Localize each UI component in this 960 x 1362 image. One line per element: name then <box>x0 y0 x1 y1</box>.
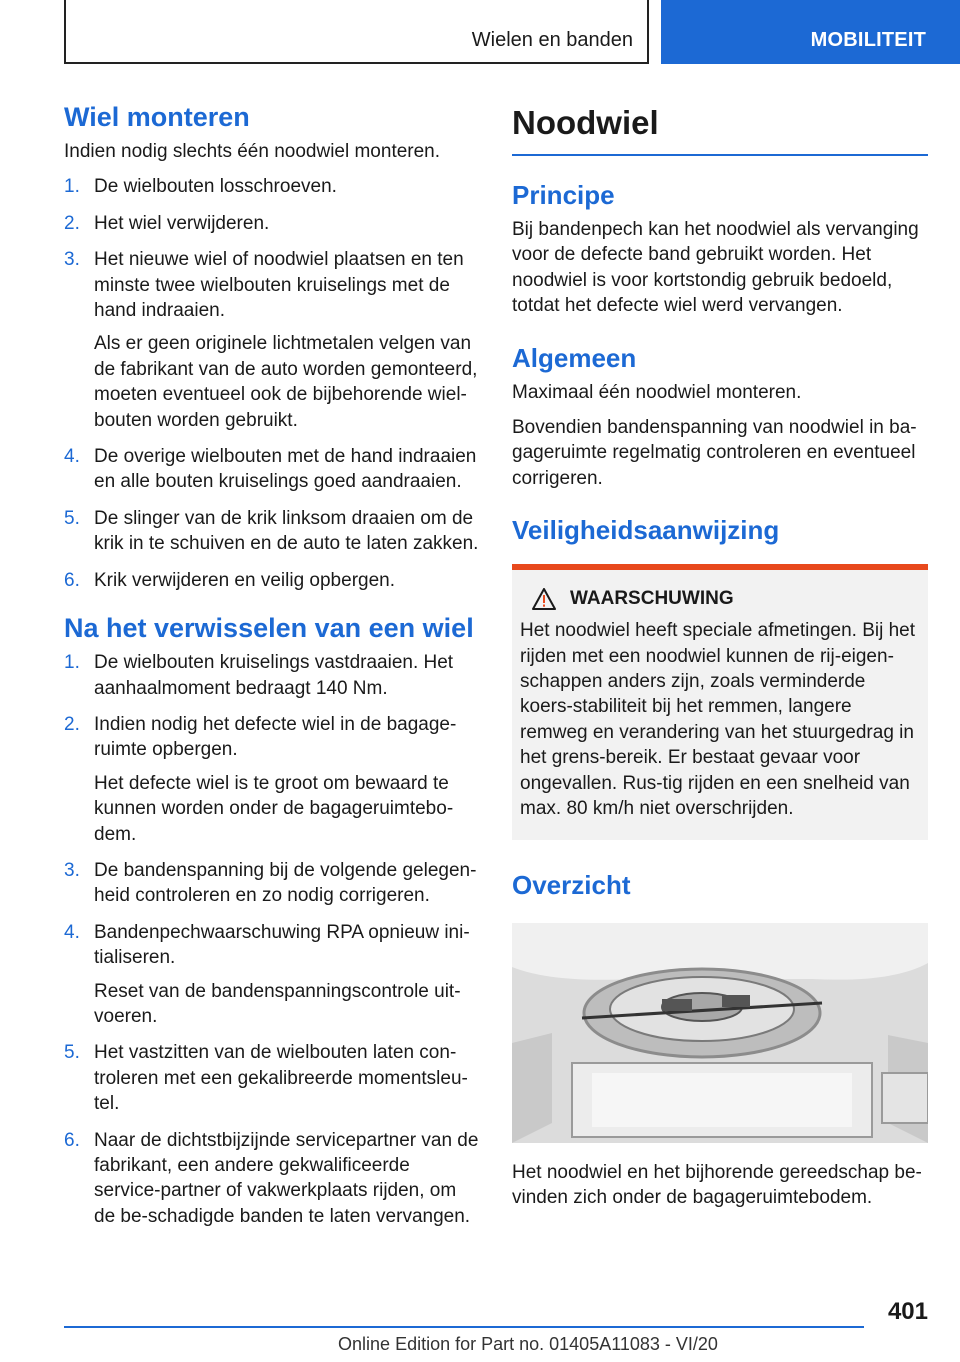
step-text: Naar de dichtstbijzijnde servicepartner van de fabrikant, een andere gekwalificeerde service-partner of vakwerkplaats rijden, om de be-schadigde banden te laten vervangen. <box>94 1129 479 1227</box>
step-text: Het wiel verwijderen. <box>94 212 270 234</box>
image-caption: Het noodwiel en het bijhorende gereedschap be-vinden zich onder de bagageruimtebodem. <box>512 1161 922 1208</box>
step-number: 3. <box>64 249 80 271</box>
step-text: Het nieuwe wiel of noodwiel plaatsen en ten minste twee wielbouten kruiselings met de hand indraaien. <box>94 249 464 322</box>
step-number: 4. <box>64 446 80 468</box>
warning-header <box>520 588 920 610</box>
steps-list-mount <box>64 174 480 593</box>
step-number: 1. <box>64 176 80 198</box>
chapter-title: MOBILITEIT <box>810 29 926 51</box>
left-column <box>64 100 480 1240</box>
step-number: 1. <box>64 652 80 674</box>
heading-wiel-monteren: Wiel monteren <box>64 102 250 132</box>
step-text: De bandenspanning bij de volgende gelegen-heid controleren en zo nodig corrigeren. <box>94 859 477 907</box>
header-section-box <box>64 0 649 64</box>
warning-text: Het noodwiel heeft speciale afmetingen. Bij het rijden met een noodwiel kunnen de rij-eigen-schappen anders zijn, zoals verminderde koers-stabiliteit bij het remmen, langere remweg en verandering van het stuurgedrag in het grens-bereik. Er bestaat gevaar voor ongevallen. Rus-tig rijden en een snelheid van max. 80 km/h niet overschrijden. <box>520 620 916 820</box>
warning-title: WAARSCHUWING <box>570 588 734 610</box>
list-item <box>64 920 480 1030</box>
list-item <box>64 712 480 847</box>
step-note: Het defecte wiel is te groot om bewaard te kunnen worden onder de bagageruimtebo-dem. <box>94 772 454 845</box>
footer-edition: Online Edition for Part no. 01405A11083 - VI/20 <box>338 1334 718 1354</box>
step-text: Bandenpechwaarschuwing RPA opnieuw ini-tialiseren. <box>94 921 470 969</box>
step-text: Het vastzitten van de wielbouten laten con-troleren met een gekalibreerde momentsleu-tel. <box>94 1042 468 1115</box>
step-text: Indien nodig het defecte wiel in de bagage-ruimte opbergen. <box>94 713 457 761</box>
step-number: 2. <box>64 713 80 735</box>
step-text: De overige wielbouten met de hand indraaien en alle bouten kruiselings goed aandraaien. <box>94 446 477 493</box>
step-text: De wielbouten losschroeven. <box>94 176 337 198</box>
step-note: Als er geen originele lichtmetalen velgen van de fabrikant van de auto worden gemonteerd, moeten eventueel ook de bijbehorende wiel-bouten worden gebruikt. <box>94 333 478 431</box>
footer-rule <box>64 1326 864 1328</box>
step-number: 2. <box>64 212 80 234</box>
list-item <box>64 1128 480 1230</box>
list-item <box>64 506 480 557</box>
step-note: Reset van de bandenspanningscontrole uit-voeren. <box>94 980 461 1027</box>
principe-text: Bij bandenpech kan het noodwiel als vervanging voor de defecte band gebruikt worden. Het noodwiel is voor kortstondig gebruik bedoeld, totdat het defecte wiel werd vervangen. <box>512 219 919 317</box>
steps-list-after <box>64 650 480 1229</box>
step-text: De slinger van de krik linksom draaien om de krik in te schuiven en de auto te laten zakken. <box>94 507 479 555</box>
step-number: 5. <box>64 1042 80 1064</box>
list-item <box>64 1040 480 1116</box>
warning-triangle-icon <box>532 588 556 610</box>
heading-na-verwisselen: Na het verwisselen van een wiel <box>64 613 474 644</box>
step-number: 6. <box>64 569 80 591</box>
header-chapter-tab <box>661 0 960 64</box>
algemeen-text-2: Bovendien bandenspanning van noodwiel in ba-gageruimte regelmatig controleren en eventueel corrigeren. <box>512 417 917 489</box>
heading-veiligheid: Veiligheidsaanwijzing <box>512 515 780 546</box>
list-item <box>64 247 480 433</box>
step-number: 6. <box>64 1129 80 1151</box>
algemeen-text-1: Maximaal één noodwiel monteren. <box>512 381 802 403</box>
heading-algemeen: Algemeen <box>512 342 637 373</box>
step-text: De wielbouten kruiselings vastdraaien. Het aanhaalmoment bedraagt 140 Nm. <box>94 652 454 699</box>
heading-noodwiel: Noodwiel <box>512 100 928 156</box>
spare-wheel-trunk-image <box>512 923 928 1143</box>
step-number: 3. <box>64 859 80 881</box>
list-item <box>64 211 480 236</box>
list-item <box>64 858 480 909</box>
right-column <box>512 100 928 1210</box>
page-number: 401 <box>887 1298 928 1325</box>
warning-box <box>512 564 928 839</box>
list-item <box>64 650 480 701</box>
section-title: Wielen en banden <box>471 29 633 51</box>
intro-text: Indien nodig slechts één noodwiel monteren. <box>64 141 441 162</box>
list-item <box>64 174 480 199</box>
step-text: Krik verwijderen en veilig opbergen. <box>94 569 395 591</box>
heading-principe: Principe <box>512 180 615 210</box>
list-item <box>64 444 480 495</box>
heading-overzicht: Overzicht <box>512 869 631 900</box>
step-number: 4. <box>64 921 80 943</box>
list-item <box>64 568 480 593</box>
step-number: 5. <box>64 507 80 529</box>
